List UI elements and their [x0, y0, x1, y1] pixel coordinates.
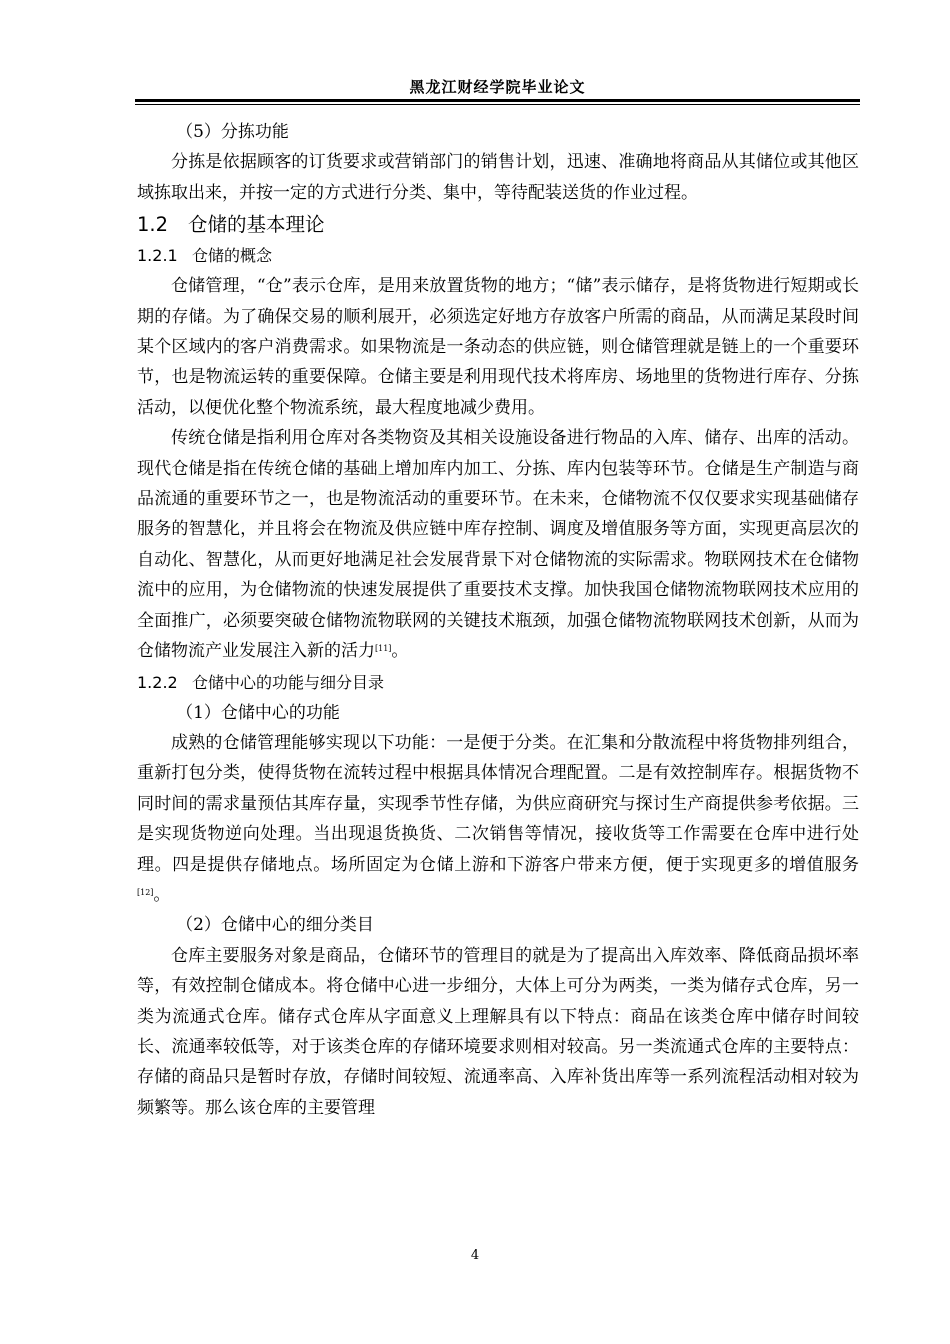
running-header: 黑龙江财经学院毕业论文 [409, 78, 586, 96]
paragraph-storage-concept: 仓储管理，“仓”表示仓库，是用来放置货物的地方；“储”表示储存，是将货物进行短期或长期的存储。为了确保交易的顺利展开，必须选定好地方存放客户所需的商品，从而满足某段时间某个区域内的客户消费需求。如果物流是一条动态的供应链，则仓储管理就是链上的一个重要环节，也是物流运转的重要保障。仓储主要是利用现代技术将库房、场地里的货物进行库存、分拣活动，以便优化整个物流系统，最大程度地减少费用。 [137, 276, 859, 418]
subsection-title-1: （1）仓储中心的功能 [176, 702, 340, 723]
subsection-title: 仓储中心的功能与细分目录 [192, 672, 385, 692]
subsection-number: 1.2.2 [137, 672, 178, 692]
paragraph-storage-categories: 仓库主要服务对象是商品，仓储环节的管理目的就是为了提高出入库效率、降低商品损坏率等，有效控制仓储成本。将仓储中心进一步细分，大体上可分为两类，一类为储存式仓库，另一类为流通式仓库。储存式仓库从字面意义上理解具有以下特点：商品在该类仓库中储存时间较长、流通率较低等，对于该类仓库的存储环境要求则相对较高。另一类流通式仓库的主要特点：存储的商品只是暂时存放，存储时间较短、流通率高、入库补货出库等一系列流程活动相对较为频繁等。那么该仓库的主要管理 [137, 945, 859, 1118]
subsection-title-2: （2）仓储中心的细分类目 [176, 915, 374, 936]
paragraph-text: 传统仓储是指利用仓库对各类物资及其相关设施设备进行物品的入库、储存、出库的活动。现代仓储是指在传统仓储的基础上增加库内加工、分拣、库内包装等环节。仓储是生产制造与商品流通的重要环节之一，也是物流活动的重要环节。在未来，仓储物流不仅仅要求实现基础储存服务的智慧化，并且将会在物流及供应链中库存控制、调度及增值服务等方面，实现更高层次的自动化、智慧化，从而更好地满足社会发展背景下对仓储物流的实际需求。物联网技术在仓储物流中的应用，为仓储物流的快速发展提供了重要技术支撑。加快我国仓储物流物联网技术应用的全面推广，必须要突破仓储物流物联网的关键技术瓶颈，加强仓储物流物联网技术创新，从而为仓储物流产业发展注入新的活力 [137, 428, 859, 662]
section-heading-1-2 [137, 210, 859, 240]
subsection-heading-1-2-1 [137, 240, 859, 271]
header-rule-thin [135, 104, 860, 105]
header-rule-thick [135, 99, 860, 102]
subsection-title: 仓储的概念 [192, 246, 273, 266]
citation-ref: [11] [375, 644, 392, 654]
section-title: 仓储的基本理论 [188, 213, 325, 237]
paragraph-text: 成熟的仓储管理能够实现以下功能：一是便于分类。在汇集和分散流程中将货物排列组合，重新打包分类，使得货物在流转过程中根据具体情况合理配置。二是有效控制库存。根据货物不同时间的需求量预估其库存量，实现季节性存储，为供应商研究与探讨生产商提供参考依据。三是实现货物逆向处理。当出现退货换货、二次销售等情况，接收货等工作需要在仓库中进行处理。四是提供存储地点。场所固定为仓储上游和下游客户带来方便，便于实现更多的增值服务 [137, 732, 859, 875]
section-number: 1.2 [137, 213, 169, 237]
paragraph-storage-functions [137, 728, 859, 910]
paragraph-traditional-storage [137, 423, 859, 666]
paragraph-sorting: 分拣是依据顾客的订货要求或营销部门的销售计划，迅速、准确地将商品从其储位或其他区域拣取出来，并按一定的方式进行分类、集中，等待配装送货的作业过程。 [137, 152, 859, 203]
subsection-heading-1-2-2 [137, 667, 859, 698]
body-text [137, 117, 859, 1123]
subsection-title-5: （5）分拣功能 [176, 122, 289, 142]
citation-ref: [12] [137, 887, 154, 897]
paragraph-end: 。 [153, 884, 171, 905]
paragraph-end: 。 [391, 641, 409, 662]
page-number: 4 [470, 1248, 480, 1263]
subsection-number: 1.2.1 [137, 246, 178, 266]
